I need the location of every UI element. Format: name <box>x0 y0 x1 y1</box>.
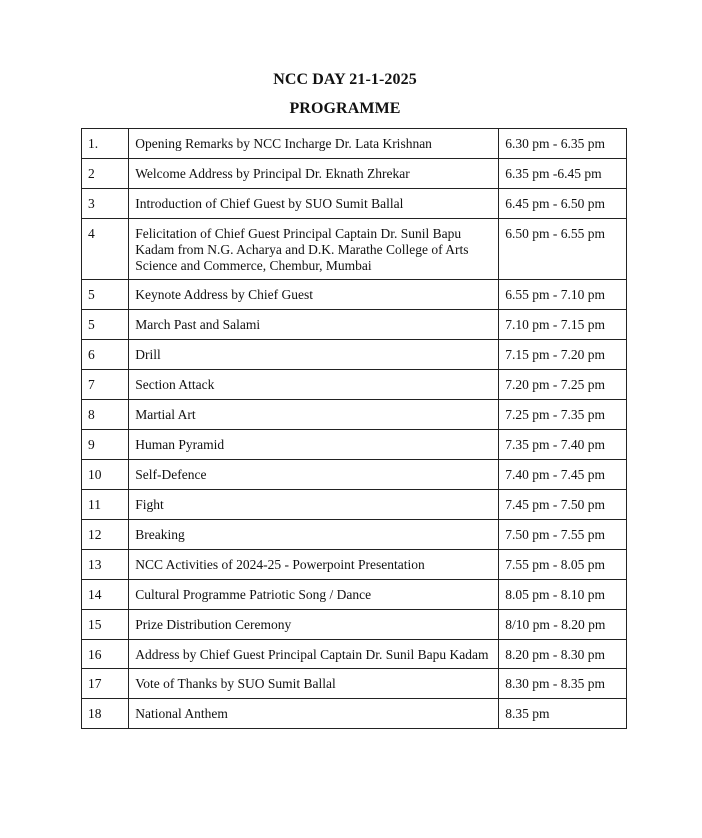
item-time: 6.30 pm - 6.35 pm <box>499 129 627 159</box>
item-number: 7 <box>82 370 129 400</box>
table-row <box>82 430 627 460</box>
item-number: 5 <box>82 280 129 310</box>
item-activity: Martial Art <box>129 400 499 430</box>
item-activity: Section Attack <box>129 370 499 400</box>
item-time: 6.35 pm -6.45 pm <box>499 159 627 189</box>
item-number: 13 <box>82 550 129 580</box>
table-row <box>82 699 627 729</box>
table-row <box>82 580 627 610</box>
item-activity: Self-Defence <box>129 460 499 490</box>
item-time: 7.20 pm - 7.25 pm <box>499 370 627 400</box>
table-row <box>82 340 627 370</box>
table-row <box>82 520 627 550</box>
item-activity: Fight <box>129 490 499 520</box>
table-row <box>82 550 627 580</box>
item-activity: National Anthem <box>129 699 499 729</box>
table-row <box>82 370 627 400</box>
item-time: 7.25 pm - 7.35 pm <box>499 400 627 430</box>
table-row <box>82 280 627 310</box>
item-activity: Opening Remarks by NCC Incharge Dr. Lata Krishnan <box>129 129 499 159</box>
programme-table <box>81 128 627 729</box>
document-subtitle: PROGRAMME <box>289 100 401 117</box>
item-number: 11 <box>82 490 129 520</box>
document-title: NCC DAY 21-1-2025 <box>273 71 417 88</box>
item-number: 6 <box>82 340 129 370</box>
table-row <box>82 129 627 159</box>
item-number: 12 <box>82 520 129 550</box>
item-number: 16 <box>82 640 129 669</box>
item-activity: Address by Chief Guest Principal Captain Dr. Sunil Bapu Kadam <box>129 640 499 669</box>
item-activity: Human Pyramid <box>129 430 499 460</box>
item-time: 7.15 pm - 7.20 pm <box>499 340 627 370</box>
item-activity: Introduction of Chief Guest by SUO Sumit Ballal <box>129 189 499 219</box>
item-number: 1. <box>82 129 129 159</box>
table-row <box>82 640 627 669</box>
item-number: 4 <box>82 219 129 280</box>
item-time: 8.35 pm <box>499 699 627 729</box>
item-time: 7.45 pm - 7.50 pm <box>499 490 627 520</box>
item-time: 6.45 pm - 6.50 pm <box>499 189 627 219</box>
item-time: 8.05 pm - 8.10 pm <box>499 580 627 610</box>
item-activity: Cultural Programme Patriotic Song / Dance <box>129 580 499 610</box>
item-activity: Drill <box>129 340 499 370</box>
item-time: 7.50 pm - 7.55 pm <box>499 520 627 550</box>
item-activity: Breaking <box>129 520 499 550</box>
item-time: 7.10 pm - 7.15 pm <box>499 310 627 340</box>
item-number: 3 <box>82 189 129 219</box>
item-time: 7.40 pm - 7.45 pm <box>499 460 627 490</box>
item-number: 18 <box>82 699 129 729</box>
item-time: 7.35 pm - 7.40 pm <box>499 430 627 460</box>
item-time: 8.30 pm - 8.35 pm <box>499 669 627 699</box>
item-number: 2 <box>82 159 129 189</box>
item-time: 8.20 pm - 8.30 pm <box>499 640 627 669</box>
item-number: 8 <box>82 400 129 430</box>
item-activity: March Past and Salami <box>129 310 499 340</box>
item-time: 8/10 pm - 8.20 pm <box>499 610 627 640</box>
item-activity: NCC Activities of 2024-25 - Powerpoint Presentation <box>129 550 499 580</box>
table-row <box>82 460 627 490</box>
item-number: 9 <box>82 430 129 460</box>
item-number: 10 <box>82 460 129 490</box>
table-row <box>82 400 627 430</box>
item-activity: Keynote Address by Chief Guest <box>129 280 499 310</box>
table-row <box>82 189 627 219</box>
table-row <box>82 159 627 189</box>
item-activity: Prize Distribution Ceremony <box>129 610 499 640</box>
item-number: 17 <box>82 669 129 699</box>
table-row <box>82 310 627 340</box>
table-row <box>82 669 627 699</box>
item-number: 14 <box>82 580 129 610</box>
item-number: 15 <box>82 610 129 640</box>
item-activity: Felicitation of Chief Guest Principal Captain Dr. Sunil Bapu Kadam from N.G. Acharya and D.K. Marathe College of Arts Science and Commerce, Chembur, Mumbai <box>129 219 499 280</box>
item-activity: Vote of Thanks by SUO Sumit Ballal <box>129 669 499 699</box>
item-time: 7.55 pm - 8.05 pm <box>499 550 627 580</box>
table-row <box>82 610 627 640</box>
item-time: 6.50 pm - 6.55 pm <box>499 219 627 280</box>
table-row <box>82 219 627 280</box>
table-row <box>82 490 627 520</box>
item-number: 5 <box>82 310 129 340</box>
item-activity: Welcome Address by Principal Dr. Eknath Zhrekar <box>129 159 499 189</box>
item-time: 6.55 pm - 7.10 pm <box>499 280 627 310</box>
